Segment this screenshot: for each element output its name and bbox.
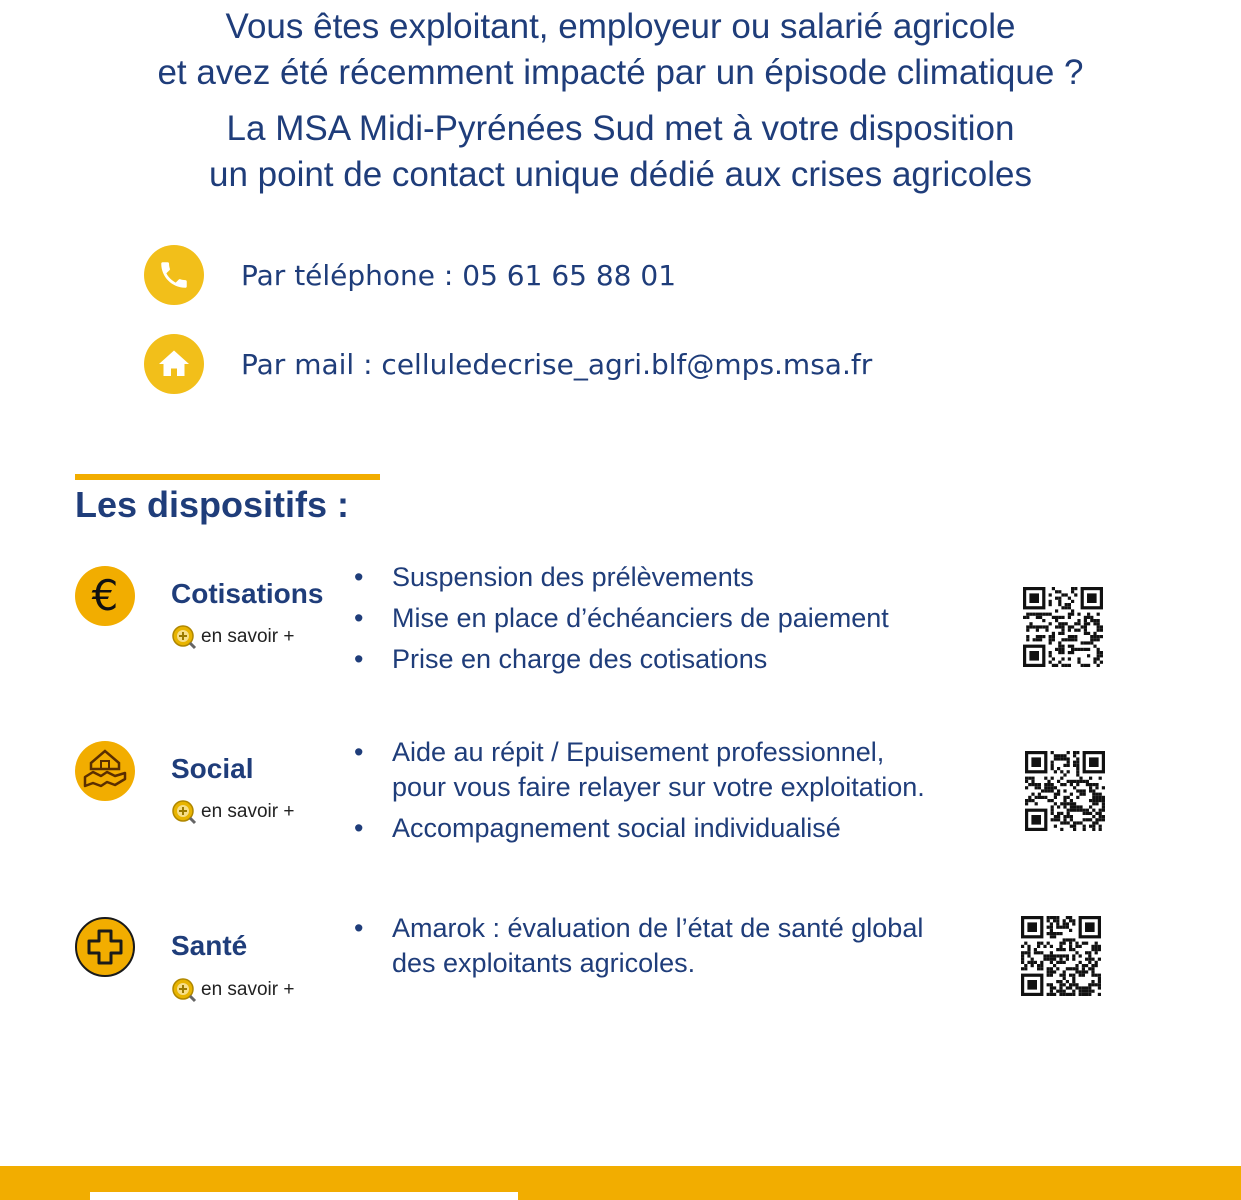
footer-box bbox=[90, 1192, 518, 1200]
intro-line-1: Vous êtes exploitant, employeur ou salarié agricole bbox=[225, 7, 1016, 46]
phone-icon bbox=[144, 245, 204, 305]
bullet-list bbox=[354, 560, 889, 683]
home-icon bbox=[144, 334, 204, 394]
contact-phone bbox=[144, 245, 676, 305]
intro-line-3: La MSA Midi-Pyrénées Sud met à votre disposition bbox=[226, 109, 1015, 148]
more-link-label: en savoir + bbox=[201, 801, 295, 822]
euro-icon bbox=[75, 566, 135, 626]
intro-block-2 bbox=[0, 106, 1241, 198]
more-link-cotisations[interactable] bbox=[171, 624, 294, 650]
contact-mail bbox=[144, 334, 872, 394]
svg-text:€: € bbox=[91, 571, 119, 620]
section-title: Les dispositifs : bbox=[75, 484, 350, 525]
intro-block-1 bbox=[0, 4, 1241, 96]
more-link-label: en savoir + bbox=[201, 979, 295, 1000]
handshake-house-icon bbox=[75, 741, 135, 801]
more-link-label: en savoir + bbox=[201, 626, 295, 647]
bullet-list bbox=[354, 735, 925, 852]
list-item: • Mise en place d’échéanciers de paiement bbox=[354, 601, 889, 636]
magnifier-plus-icon bbox=[171, 799, 197, 825]
dispositif-name: Santé bbox=[171, 930, 248, 961]
contact-phone-text[interactable]: Par téléphone : 05 61 65 88 01 bbox=[241, 258, 677, 292]
qr-code[interactable] bbox=[1021, 916, 1101, 996]
qr-code[interactable] bbox=[1025, 751, 1105, 831]
list-item: • Prise en charge des cotisations bbox=[354, 642, 889, 677]
magnifier-plus-icon bbox=[171, 624, 197, 650]
list-item: • Accompagnement social individualisé bbox=[354, 811, 925, 846]
more-link-social[interactable] bbox=[171, 799, 294, 825]
magnifier-plus-icon bbox=[171, 977, 197, 1003]
qr-code[interactable] bbox=[1023, 587, 1103, 667]
list-item: • Aide au répit / Epuisement professionnel, pour vous faire relayer sur votre exploitation. bbox=[354, 735, 925, 805]
more-link-sante[interactable] bbox=[171, 977, 294, 1003]
intro-line-4: un point de contact unique dédié aux crises agricoles bbox=[208, 155, 1033, 194]
list-item: • Amarok : évaluation de l’état de santé global des exploitants agricoles. bbox=[354, 911, 923, 981]
health-cross-icon bbox=[75, 917, 135, 977]
dispositif-name: Social bbox=[171, 753, 254, 784]
intro-line-2: et avez été récemment impacté par un épisode climatique ? bbox=[157, 53, 1084, 92]
bullet-list bbox=[354, 911, 923, 987]
contact-mail-text[interactable]: Par mail : celluledecrise_agri.blf@mps.msa.fr bbox=[241, 347, 873, 381]
list-item: • Suspension des prélèvements bbox=[354, 560, 889, 595]
section-divider bbox=[75, 474, 380, 480]
dispositif-name: Cotisations bbox=[171, 578, 324, 609]
